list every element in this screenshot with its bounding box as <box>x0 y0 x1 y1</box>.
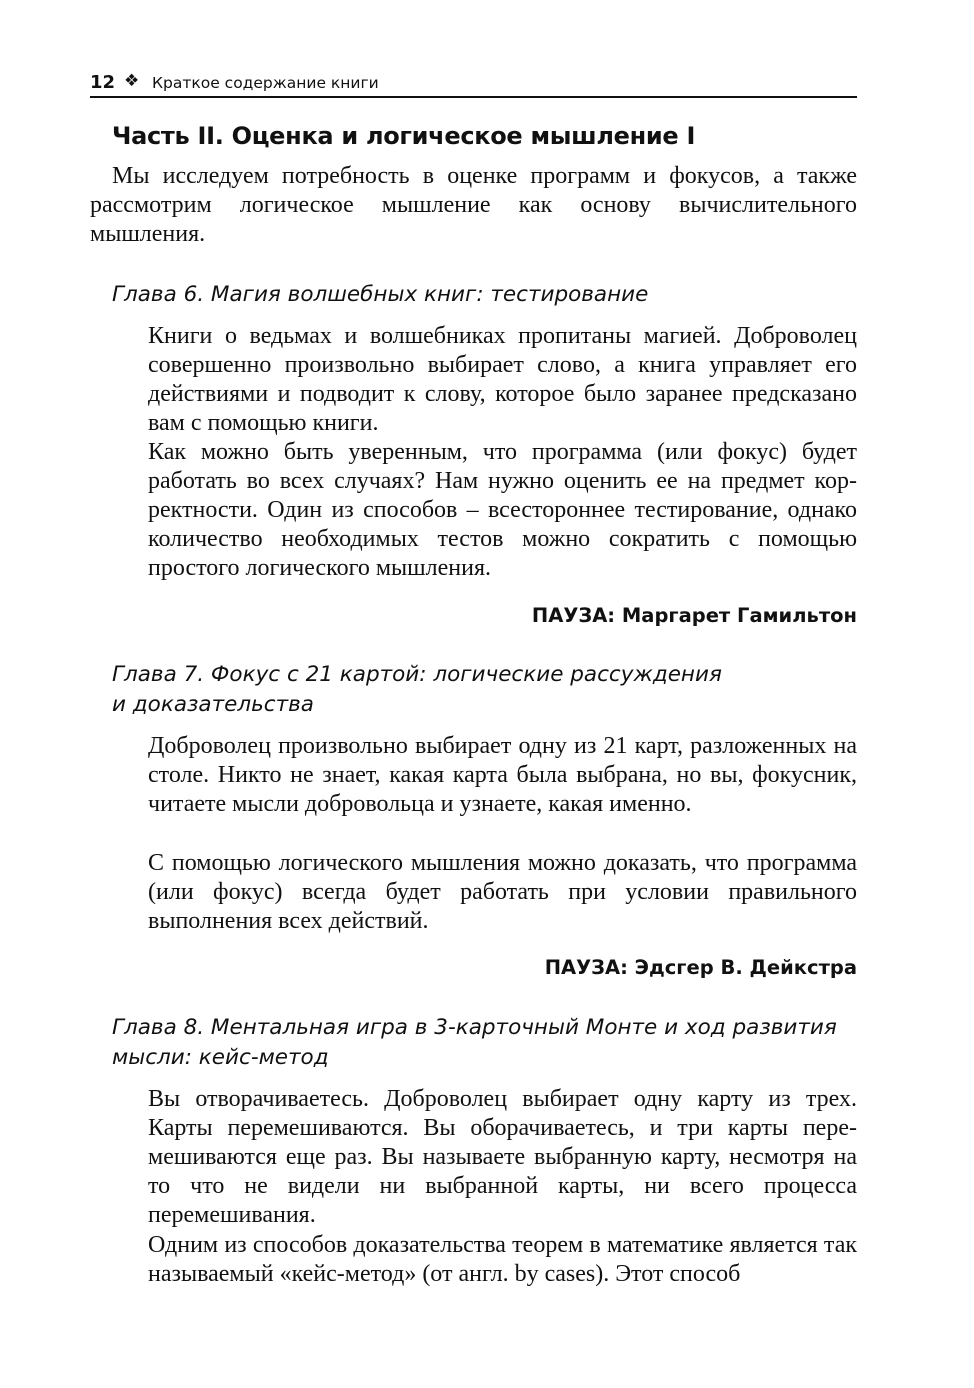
running-title: Краткое содержание книги <box>152 74 379 92</box>
chapter-7-paragraph-1: Доброволец произвольно выбирает одну из 21 карт, разложенных на столе. Никто не знает, какая карта была выбрана, но вы, фокусник, читаете мысли добровольца и узнаете, какая именно. <box>148 733 857 817</box>
chapter-8-title-line-2: мысли: кейс-метод <box>112 1045 329 1070</box>
chapter-6-title: Глава 6. Магия волшебных книг: тестирование <box>112 282 649 307</box>
chapter-8-title-line-1: Глава 8. Ментальная игра в 3-карточный Монте и ход развития <box>112 1015 837 1040</box>
fleuron-icon: ❖ <box>124 71 140 91</box>
chapter-7-title-line-2: и доказательства <box>112 692 314 717</box>
chapter-6-pause: ПАУЗА: Маргарет Гамильтон <box>531 604 857 627</box>
running-header <box>90 70 857 98</box>
chapter-7-pause: ПАУЗА: Эдсгер В. Дейкстра <box>544 956 857 979</box>
page-number: 12 <box>90 72 116 93</box>
chapter-7-title-line-1: Глава 7. Фокус с 21 картой: логические рассуждения <box>112 662 722 687</box>
part-title: Часть II. Оценка и логическое мышление I <box>112 122 696 150</box>
chapter-8-paragraph-2: Одним из способов доказательства теорем в математике является так называемый «кейс-метод» (от англ. by cases). Этот способ <box>148 1232 857 1287</box>
chapter-7-paragraph-2: С помощью логического мышления можно доказать, что программа (или фокус) всегда будет работать при условии правильного выполнения всех действий. <box>148 850 857 934</box>
part-intro: Мы исследуем потребность в оценке программ и фокусов, а также рассмотрим логическое мышление как основу вычислительного мышления. <box>90 163 857 247</box>
chapter-6-paragraph-2: Как можно быть уверенным, что программа (или фокус) будет работать во всех случаях? Нам нужно оценить ее на предмет корректности. Один из способов – всестороннее тестирование, однако количество необходимых тестов можно сократить с помощью простого логического мышления. <box>148 439 857 581</box>
chapter-6-paragraph-1: Книги о ведьмах и волшебниках пропитаны магией. Доброволец совершенно произвольно выбирает слово, а книга управляет его действиями и подводит к слову, которое было заранее предсказано вам с помощью книги. <box>148 323 857 436</box>
chapter-8-paragraph-1: Вы отворачиваетесь. Доброволец выбирает одну карту из трех. Карты перемешиваются. Вы оборачиваетесь, и три карты перемешиваются еще раз. Вы называете выбранную карту, несмотря на то что не видели ни выбранной карты, ни всего процесса перемешивания. <box>148 1086 857 1228</box>
